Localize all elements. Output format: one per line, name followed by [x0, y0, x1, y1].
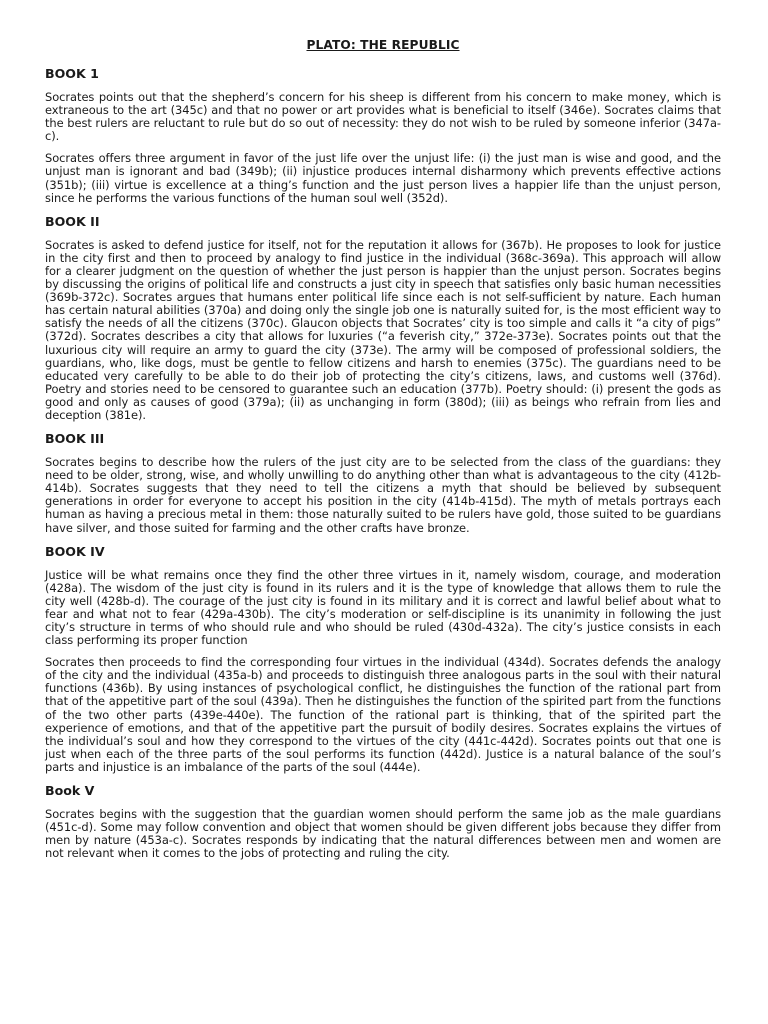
- section-book-3: [45, 431, 721, 535]
- document-page: [45, 38, 721, 869]
- section-book-5: [45, 783, 721, 860]
- document-title: PLATO: THE REPUBLIC: [306, 38, 460, 52]
- section-heading: BOOK 1: [45, 66, 99, 81]
- paragraph: Socrates then proceeds to find the corresponding four virtues in the individual (434d). Socrates defends the analogy of the city and the individual (435a-b) and proceeds to distinguish three analogous parts in the soul with their natural functions (436b). By using instances of psychological conflict, he distinguishes the function of the rational part from that of the appetitive part of the soul (439a). Then he distinguishes the function of the spirited part from the functions of the two other parts (439e-440e). The function of the rational part is thinking, that of the spirited part the experience of emotions, and that of the appetitive part the pursuit of bodily desires. Socrates explains the virtues of the individual’s soul and how they correspond to the virtues of the city (441c-442d). Socrates points out that one is just when each of the three parts of the soul performs its function (442d). Justice is a natural balance of the soul’s parts and injustice is an imbalance of the parts of the soul (444e).: [45, 655, 721, 774]
- section-heading: BOOK III: [45, 431, 105, 447]
- paragraph: Socrates begins to describe how the rulers of the just city are to be selected from the class of the guardians: they need to be older, strong, wise, and wholly unwilling to do anything other than what is advantageous to the city (412b-414b). Socrates suggests that they need to tell the citizens a myth that should be believed by subsequent generations in order for everyone to accept his position in the city (414b-415d). The myth of metals portrays each human as having a precious metal in them: those naturally suited to be rulers have gold, those suited to be guardians have silver, and those suited for farming and the other crafts have bronze.: [45, 455, 721, 535]
- paragraph: Socrates is asked to defend justice for itself, not for the reputation it allows for (367b). He proposes to look for justice in the city first and then to proceed by analogy to find justice in the individual (368c-369a). This approach will allow for a clearer judgment on the question of whether the just person is happier than the unjust person. Socrates begins by discussing the origins of political life and constructs a just city in speech that satisfies only basic human necessities (369b-372c). Socrates argues that humans enter political life since each is not self-sufficient by nature. Each human has certain natural abilities (370a) and doing only the single job one is naturally suited for, is the most efficient way to satisfy the needs of all the citizens (370c). Glaucon objects that Socrates’ city is too simple and calls it “a city of pigs” (372d). Socrates describes a city that allows for luxuries (“a feverish city,” 372e-373e). Socrates points out that the luxurious city will require an army to guard the city (373e). The army will be composed of professional soldiers, the guardians, who, like dogs, must be gentle to fellow citizens and harsh to enemies (375c). The guardians need to be educated very carefully to be able to do their job of protecting the city’s citizens, laws, and customs well (376d). Poetry and stories need to be censored to guarantee such an education (377b). Poetry should: (i) present the gods as good and only as causes of good (379a); (ii) as unchanging in form (380d); (iii) as beings who refrain from lies and deception (381e).: [45, 237, 721, 422]
- section-book-4: [45, 544, 721, 774]
- paragraph: Justice will be what remains once they find the other three virtues in it, namely wisdom, courage, and moderation (428a). The wisdom of the just city is found in its rulers and it is the type of knowledge that allows them to rule the city well (428b-d). The courage of the just city is found in its military and it is correct and lawful belief about what to fear and what not to fear (429a-430b). The city’s moderation or self-discipline is its unanimity in following the just city’s structure in terms of who should rule and who should be ruled (430d-432a). The city’s justice consists in each class performing its proper function: [45, 567, 721, 648]
- paragraph: Socrates begins with the suggestion that the guardian women should perform the same job as the male guardians (451c-d). Some may follow convention and object that women should be given different jobs because they differ from men by nature (453a-c). Socrates responds by indicating that the natural differences between men and women are not relevant when it comes to the jobs of protecting and ruling the city.: [45, 807, 721, 861]
- paragraph: Socrates offers three argument in favor of the just life over the unjust life: (i) the just man is wise and good, and the unjust man is ignorant and bad (349b); (ii) injustice produces internal disharmony which prevents effective actions (351b); (iii) virtue is excellence at a thing’s function and the just person lives a happier life than the unjust person, since he performs the various functions of the human soul well (352d).: [45, 151, 721, 205]
- paragraph: Socrates points out that the shepherd’s concern for his sheep is different from his concern to make money, which is extraneous to the art (345c) and that no power or art provides what is beneficial to itself (346e). Socrates claims that the best rulers are reluctant to rule but do so out of necessity: they do not wish to be ruled by someone inferior (347a-c).: [45, 90, 721, 144]
- section-heading: BOOK II: [45, 213, 100, 229]
- section-book-1: [45, 66, 721, 205]
- section-book-2: [45, 214, 721, 422]
- section-heading: BOOK IV: [45, 543, 105, 559]
- section-heading: Book V: [45, 783, 95, 799]
